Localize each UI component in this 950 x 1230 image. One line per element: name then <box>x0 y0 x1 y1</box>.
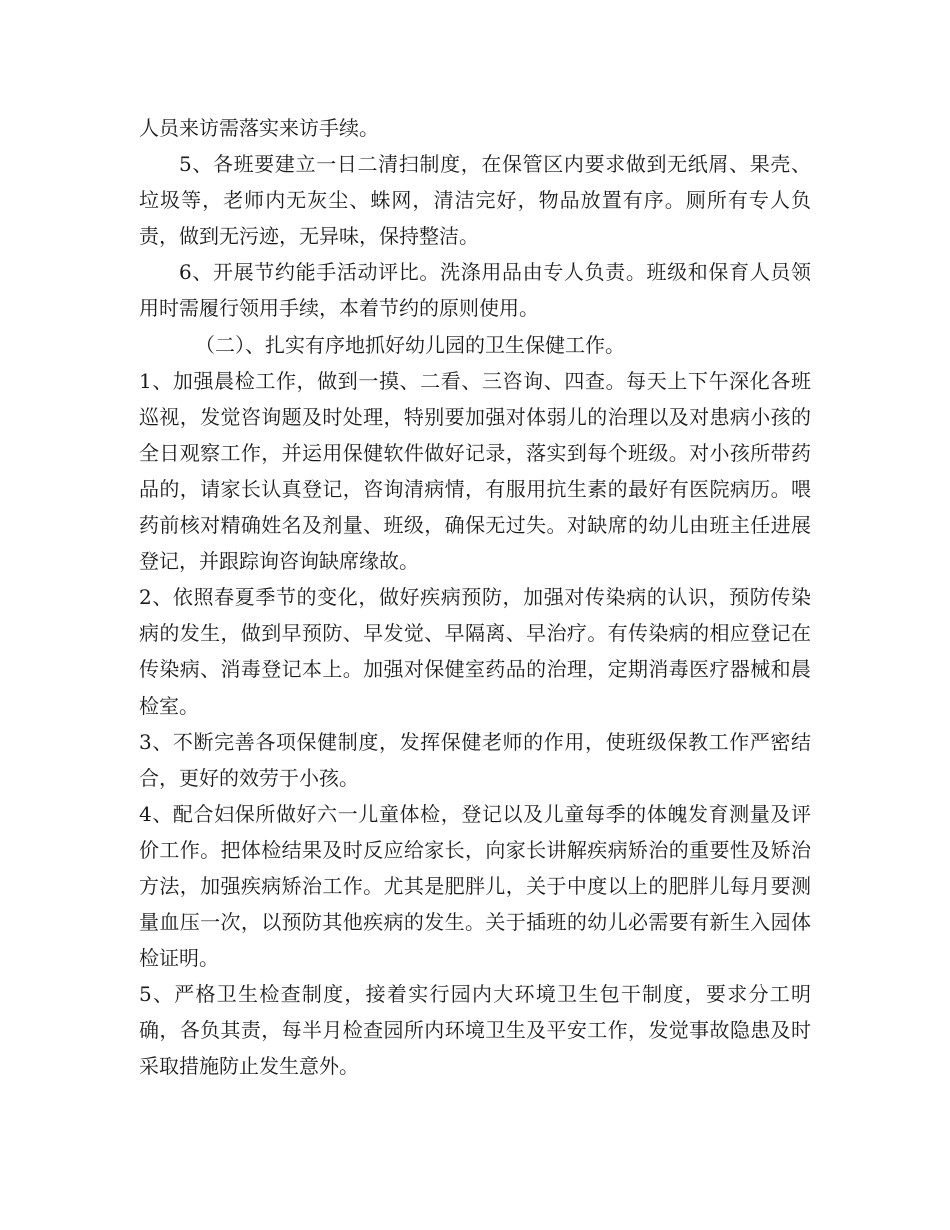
paragraph-visitor-procedure: 人员来访需落实来访手续。 <box>139 116 379 140</box>
paragraph-health-item-4: 4、配合妇保所做好六一儿童体检，登记以及儿童每季的体魄发育测量及评价工作。把体检结果及时反应给家长，向家长讲解疾病矫治的重要性及矫治方法，加强疾病矫治工作。尤其是肥胖儿，关于中度以上的肥胖儿每月要测量血压一次，以预防其他疾病的发生。关于插班的幼儿必需要有新生入园体检证明。 <box>139 801 811 971</box>
paragraph-health-item-1: 1、加强晨检工作，做到一摸、二看、三咨询、四查。每天上下午深化各班巡视，发觉咨询题及时处理，特别要加强对体弱儿的治理以及对患病小孩的全日观察工作，并运用保健软件做好记录，落实到每个班级。对小孩所带药品的，请家长认真登记，咨询清病情，有服用抗生素的最好有医院病历。喂药前核对精确姓名及剂量、班级，确保无过失。对缺席的幼儿由班主任进展登记，并跟踪询咨询缺席缘故。 <box>139 368 811 574</box>
paragraph-health-item-2: 2、依照春夏季节的变化，做好疾病预防，加强对传染病的认识，预防传染病的发生，做到早预防、早发觉、早隔离、早治疗。有传染病的相应登记在传染病、消毒登记本上。加强对保健室药品的治理，定期消毒医疗器械和晨检室。 <box>139 585 811 718</box>
document-body <box>139 110 811 1085</box>
paragraph-health-item-3: 3、不断完善各项保健制度，发挥保健老师的作用，使班级保教工作严密结合，更好的效劳于小孩。 <box>139 729 811 790</box>
paragraph-item-5-cleaning: 5、各班要建立一日二清扫制度，在保管区内要求做到无纸屑、果壳、垃圾等，老师内无灰尘、蛛网，清洁完好，物品放置有序。厕所有专人负责，做到无污迹，无异味，保持整洁。 <box>139 152 811 249</box>
section-heading-health-care: （二）、扎实有序地抓好幼儿园的卫生保健工作。 <box>195 332 625 357</box>
paragraph-item-6-saving: 6、开展节约能手活动评比。洗涤用品由专人负责。班级和保育人员领用时需履行领用手续，本着节约的原则使用。 <box>139 260 811 321</box>
paragraph-health-item-5: 5、严格卫生检查制度，接着实行园内大环境卫生包干制度，要求分工明确，各负其责，每半月检查园所内环境卫生及平安工作，发觉事故隐患及时采取措施防止发生意外。 <box>139 982 811 1079</box>
